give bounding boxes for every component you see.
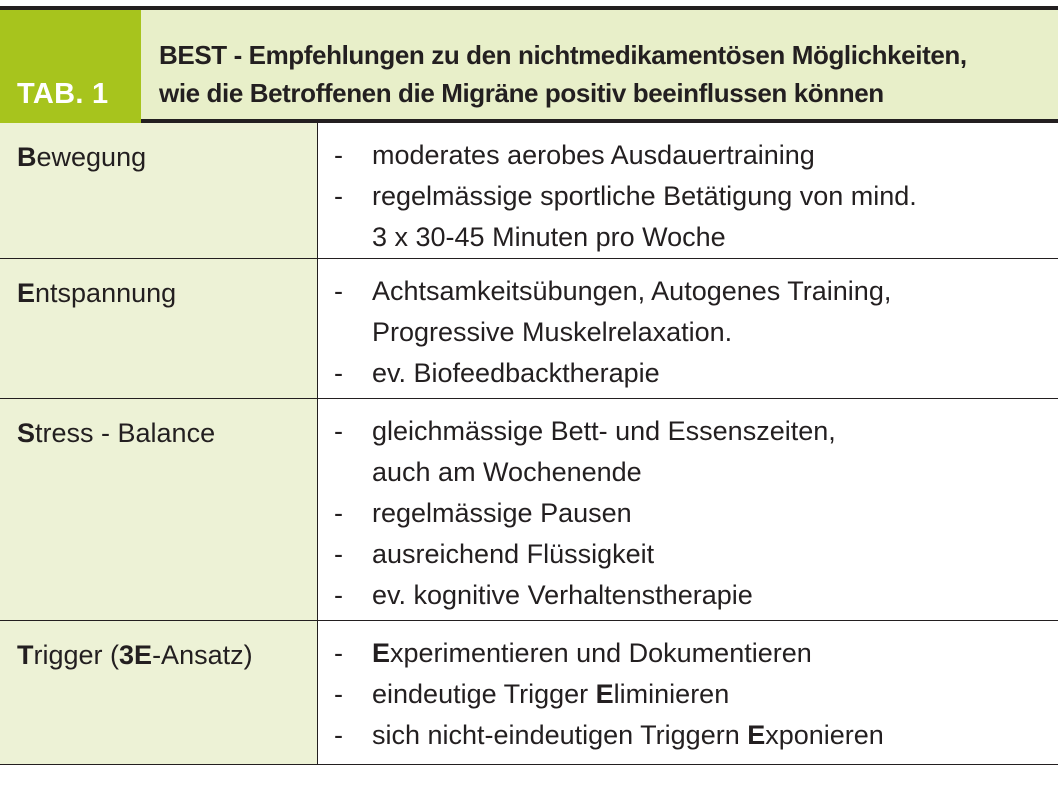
item-text: 3 x 30-45 Minuten pro Woche [372, 222, 726, 252]
dash-bullet: - [334, 181, 343, 211]
list-item [334, 674, 1058, 715]
dash-bullet: - [334, 580, 343, 610]
list-item [334, 633, 1058, 674]
row-label [0, 621, 318, 764]
row-label [0, 259, 318, 398]
table-title [141, 10, 1058, 123]
list-item [334, 176, 1058, 258]
item-text: sich nicht-eindeutigen Triggern [372, 720, 748, 750]
item-bold-initial: E [747, 720, 766, 750]
item-text: eindeutige Trigger [372, 679, 596, 709]
label-bold-mid: 3E [119, 640, 153, 670]
dash-bullet: - [334, 679, 343, 709]
label-initial: B [17, 142, 37, 172]
dash-bullet: - [334, 638, 343, 668]
table-number-label: TAB. 1 [0, 10, 141, 123]
item-text: auch am Wochenende [372, 457, 642, 487]
item-text: Progressive Muskelrelaxation. [372, 317, 733, 347]
table-header [0, 6, 1058, 123]
label-rest: -Ansatz) [152, 640, 253, 670]
item-text: regelmässige Pausen [372, 498, 632, 528]
dash-bullet: - [334, 140, 343, 170]
row-label [0, 123, 318, 258]
dash-bullet: - [334, 276, 343, 306]
table-row-trigger [0, 620, 1058, 764]
dash-bullet: - [334, 498, 343, 528]
table-body [0, 123, 1058, 765]
list-item [334, 575, 1058, 616]
item-bold-initial: E [372, 638, 391, 668]
item-text: xperimentieren und Dokumentieren [390, 638, 812, 668]
label-initial: T [17, 640, 34, 670]
label-initial: E [17, 278, 36, 308]
table-row-bewegung [0, 123, 1058, 258]
list-item [334, 353, 1058, 394]
dash-bullet: - [334, 358, 343, 388]
list-item [334, 493, 1058, 534]
label-rest: ntspannung [35, 278, 177, 308]
list-item [334, 411, 1058, 493]
label-rest: rigger ( [33, 640, 120, 670]
dash-bullet: - [334, 416, 343, 446]
dash-bullet: - [334, 720, 343, 750]
item-text: Achtsamkeitsübungen, Autogenes Training, [372, 276, 892, 306]
item-text: moderates aerobes Ausdauertraining [372, 140, 815, 170]
item-text: ausreichend Flüssigkeit [372, 539, 655, 569]
dash-bullet: - [334, 539, 343, 569]
label-initial: S [17, 418, 36, 448]
list-item [334, 534, 1058, 575]
row-items [318, 399, 1058, 620]
label-rest: tress - Balance [35, 418, 216, 448]
list-item [334, 271, 1058, 353]
item-text: regelmässige sportliche Betätigung von mind. [372, 181, 917, 211]
row-items [318, 621, 1058, 764]
item-text: ev. Biofeedbacktherapie [372, 358, 660, 388]
row-items [318, 259, 1058, 398]
title-line-1: BEST - Empfehlungen zu den nichtmedikamentösen Möglichkeiten, [159, 40, 967, 70]
item-text: liminieren [613, 679, 730, 709]
row-items [318, 123, 1058, 258]
table-1 [0, 6, 1058, 765]
item-bold-initial: E [595, 679, 614, 709]
list-item [334, 135, 1058, 176]
table-row-entspannung [0, 258, 1058, 398]
item-text: ev. kognitive Verhaltenstherapie [372, 580, 753, 610]
list-item [334, 715, 1058, 756]
table-row-stress-balance [0, 398, 1058, 620]
row-label [0, 399, 318, 620]
label-rest: ewegung [36, 142, 147, 172]
title-line-2: wie die Betroffenen die Migräne positiv beeinflussen können [159, 78, 884, 108]
item-text: xponieren [765, 720, 884, 750]
item-text: gleichmässige Bett- und Essenszeiten, [372, 416, 836, 446]
